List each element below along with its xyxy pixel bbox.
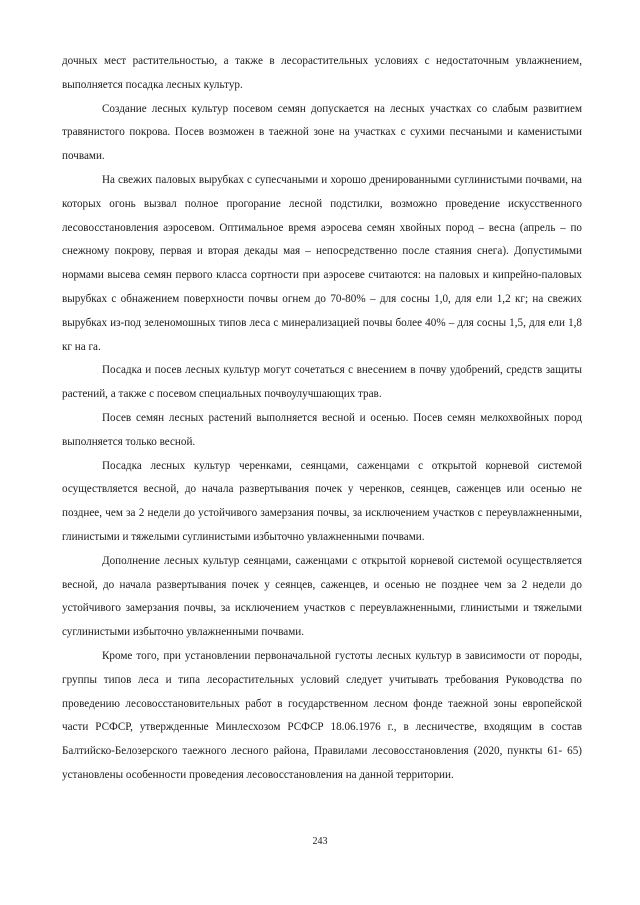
paragraph-seeding: Создание лесных культур посевом семян допускается на лесных участках со слабым развитием травянистого покрова. Посев возможен в таежной зоне на участках с сухими песчаными и каменистыми почвами. [62, 102, 582, 163]
paragraph-aerial-seeding: На свежих паловых вырубках с супесчаными и хорошо дренированными суглинистыми почвами, на которых огонь вызвал полное прогорание лесной подстилки, возможно проведение искусственного лесовосстановления аэросевом. Оптимальное время аэросева семян хвойных пород – весна (апрель – по снежному покрову, первая и вторая декады мая – непосредственно после стаяния снега). Допустимыми нормами высева семян первого класса сортности при аэросеве считаются: на паловых и кипрейно-паловых вырубках с обнажением поверхности почвы огнем до 70-80% – для сосны 1,0, для ели 1,2 кг; на свежих вырубках из-под зеленомошных типов леса с минерализацией почвы более 40% – для сосны 1,5, для ели 1,8 кг на га. [62, 173, 582, 353]
page-body [62, 50, 582, 788]
paragraph-continued: дочных мест растительностью, а также в лесорастительных условиях с недостаточным увлажнением, выполняется посадка лесных культур. [62, 55, 582, 91]
paragraph-planting-cuttings: Посадка лесных культур черенками, сеянцами, саженцами с открытой корневой системой осуществляется весной, до начала развертывания почек у черенков, сеянцев, саженцев или осенью не позднее, чем за 2 недели до устойчивого замерзания почвы, за исключением участков с переувлажненными, глинистыми и тяжелыми суглинистыми избыточно увлажненными почвами. [62, 459, 582, 543]
paragraph-seeding-season: Посев семян лесных растений выполняется весной и осенью. Посев семян мелкохвойных пород выполняется только весной. [62, 411, 582, 448]
paragraph-fertilizers: Посадка и посев лесных культур могут сочетаться с внесением в почву удобрений, средств защиты растений, а также с посевом специальных почвоулучшающих трав. [62, 364, 582, 401]
page-number: 243 [312, 836, 328, 847]
paragraph-supplementing: Дополнение лесных культур сеянцами, саженцами с открытой корневой системой осуществляется весной, до начала развертывания почек у сеянцев, саженцев, и осенью не позднее чем за 2 недели до устойчивого замерзания почвы, за исключением участков с переувлажненными, глинистыми и тяжелыми суглинистыми избыточно увлажненными почвами. [62, 554, 582, 639]
paragraph-initial-density: Кроме того, при установлении первоначальной густоты лесных культур в зависимости от породы, группы типов леса и типа лесорастительных условий следует учитывать требования Руководства по проведению лесовосстановительных работ в государственном лесном фонде таежной зоны европейской части РСФСР, утвержденные Минлесхозом РСФСР 18.06.1976 г., в лесничестве, входящим в состав Балтийско-Белозерского таежного лесного района, Правилами лесовосстановления (2020, пункты 61- 65) установлены особенности проведения лесовосстановления на данной территории. [62, 649, 582, 781]
